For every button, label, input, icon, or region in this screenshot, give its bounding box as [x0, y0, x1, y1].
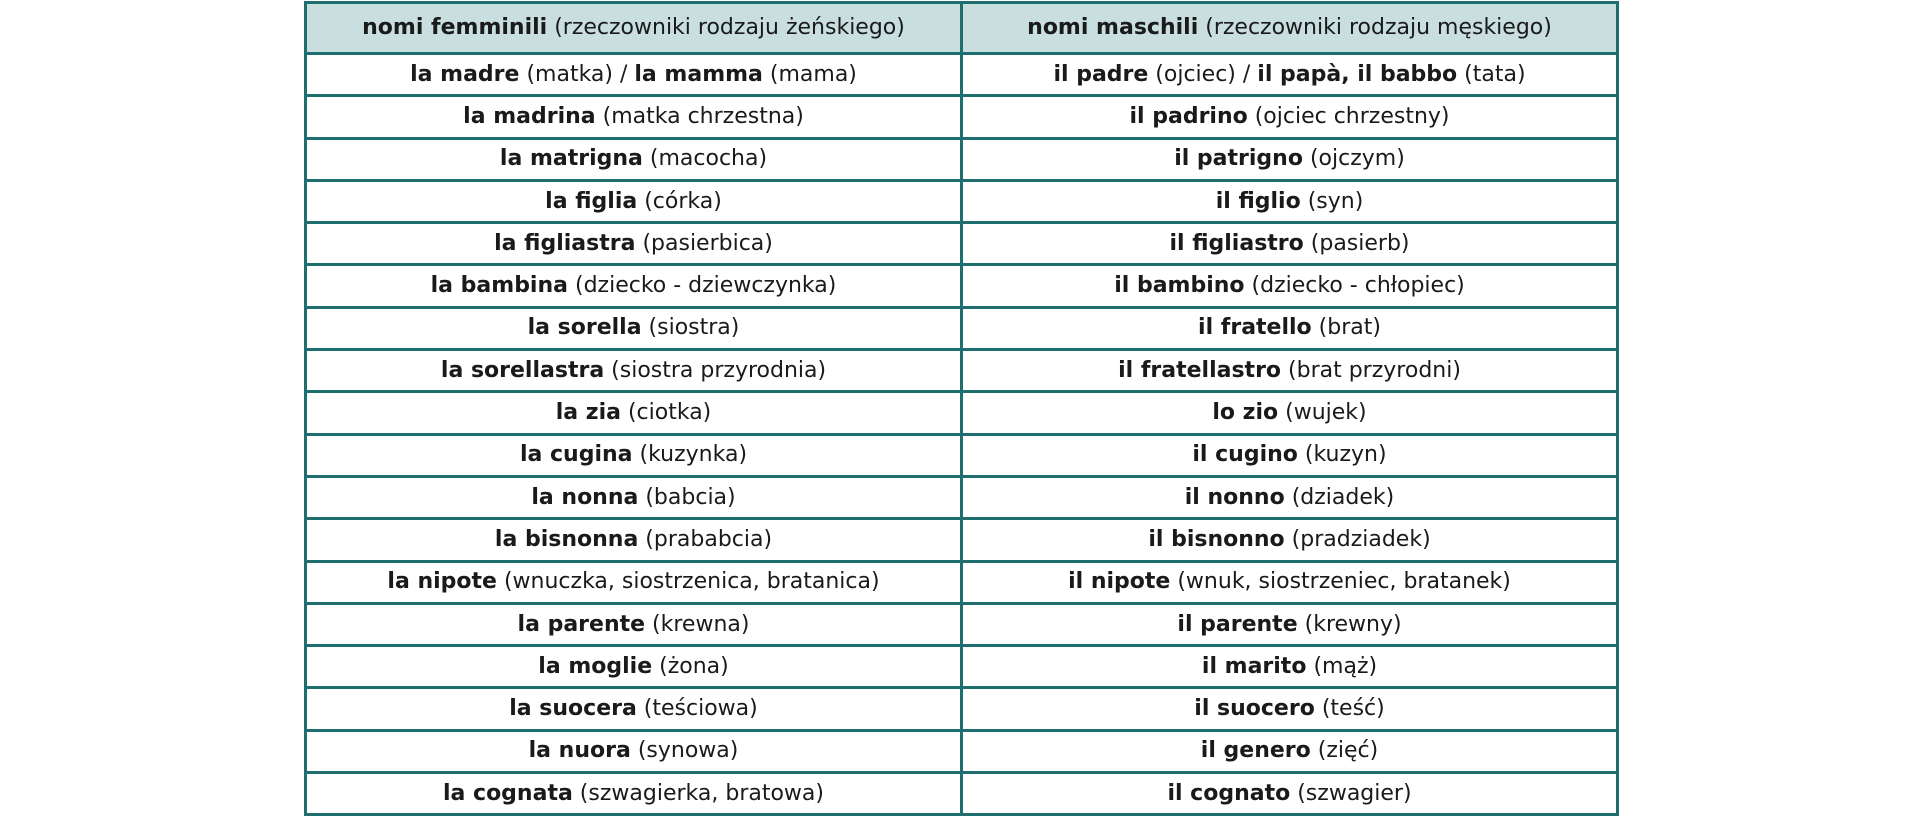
table-body: [306, 54, 1618, 815]
italian-term: la nuora: [528, 738, 631, 764]
italian-term: il cugino: [1192, 442, 1298, 468]
table-row: [306, 265, 1618, 307]
table-row: [306, 54, 1618, 96]
masculine-cell: [962, 561, 1618, 603]
polish-translation: (ojczym): [1302, 146, 1405, 172]
italian-term: la bambina: [430, 273, 568, 299]
table-row: [306, 519, 1618, 561]
feminine-cell: [306, 180, 962, 222]
italian-term: il papà, il babbo: [1257, 61, 1458, 87]
italian-term: la parente: [517, 611, 646, 637]
masculine-cell: [962, 223, 1618, 265]
polish-translation: (córka): [637, 188, 722, 214]
italian-term: il nipote: [1068, 569, 1171, 595]
italian-term: la nonna: [531, 484, 639, 510]
italian-term: il figliastro: [1169, 230, 1304, 256]
polish-translation: (dziecko - dziewczynka): [568, 273, 837, 299]
polish-translation: (babcia): [638, 484, 736, 510]
feminine-cell: [306, 730, 962, 772]
header-feminine-note: (rzeczowniki rodzaju żeńskiego): [547, 15, 905, 40]
masculine-cell: [962, 519, 1618, 561]
masculine-cell: [962, 350, 1618, 392]
polish-translation: (matka) /: [519, 61, 635, 87]
feminine-cell: [306, 688, 962, 730]
masculine-cell: [962, 688, 1618, 730]
polish-translation: (prababcia): [638, 526, 773, 552]
header-masculine: [962, 3, 1618, 54]
polish-translation: (wnuczka, siostrzenica, bratanica): [496, 569, 880, 595]
feminine-cell: [306, 519, 962, 561]
polish-translation: (krewna): [645, 611, 750, 637]
italian-term: il figlio: [1215, 188, 1301, 214]
italian-term: il fratellastro: [1118, 357, 1282, 383]
italian-term: la suocera: [509, 696, 637, 722]
polish-translation: (dziadek): [1284, 484, 1395, 510]
header-row: [306, 3, 1618, 54]
table-row: [306, 180, 1618, 222]
masculine-cell: [962, 265, 1618, 307]
italian-term: la madrina: [463, 103, 596, 129]
italian-term: la cugina: [519, 442, 633, 468]
table-row: [306, 223, 1618, 265]
feminine-cell: [306, 138, 962, 180]
polish-translation: (synowa): [630, 738, 739, 764]
italian-term: il padre: [1053, 61, 1149, 87]
feminine-cell: [306, 96, 962, 138]
italian-term: il nonno: [1184, 484, 1285, 510]
polish-translation: (ojciec) /: [1148, 61, 1258, 87]
polish-translation: (ciotka): [620, 400, 712, 426]
italian-term: il parente: [1177, 611, 1298, 637]
polish-translation: (szwagier): [1290, 780, 1412, 806]
masculine-cell: [962, 54, 1618, 96]
italian-term: il bisnonno: [1148, 526, 1285, 552]
table-row: [306, 603, 1618, 645]
header-feminine-term: nomi femminili: [362, 15, 548, 40]
polish-translation: (wujek): [1278, 400, 1367, 426]
feminine-cell: [306, 603, 962, 645]
italian-term: il patrigno: [1174, 146, 1303, 172]
header-masculine-term: nomi maschili: [1027, 15, 1199, 40]
polish-translation: (pasierbica): [635, 230, 773, 256]
polish-translation: (kuzyn): [1297, 442, 1387, 468]
feminine-cell: [306, 392, 962, 434]
italian-term: il padrino: [1129, 103, 1248, 129]
italian-term: la madre: [410, 61, 520, 87]
polish-translation: (brat): [1311, 315, 1381, 341]
italian-term: il fratello: [1198, 315, 1312, 341]
italian-term: il bambino: [1114, 273, 1245, 299]
polish-translation: (brat przyrodni): [1281, 357, 1461, 383]
masculine-cell: [962, 392, 1618, 434]
table-row: [306, 350, 1618, 392]
table-row: [306, 773, 1618, 815]
table-row: [306, 434, 1618, 476]
italian-term: la nipote: [387, 569, 497, 595]
italian-term: il suocero: [1194, 696, 1315, 722]
italian-term: il genero: [1200, 738, 1311, 764]
polish-translation: (teściowa): [636, 696, 758, 722]
polish-translation: (siostra): [641, 315, 740, 341]
feminine-cell: [306, 476, 962, 518]
masculine-cell: [962, 476, 1618, 518]
polish-translation: (ojciec chrzestny): [1247, 103, 1450, 129]
feminine-cell: [306, 307, 962, 349]
italian-term: la sorellastra: [440, 357, 605, 383]
masculine-cell: [962, 307, 1618, 349]
italian-term: la moglie: [538, 653, 653, 679]
masculine-cell: [962, 180, 1618, 222]
masculine-cell: [962, 434, 1618, 476]
feminine-cell: [306, 773, 962, 815]
masculine-cell: [962, 138, 1618, 180]
polish-translation: (żona): [652, 653, 729, 679]
vocabulary-table: [304, 1, 1619, 816]
italian-term: la figliastra: [494, 230, 636, 256]
polish-translation: (mama): [762, 61, 857, 87]
polish-translation: (dziecko - chłopiec): [1244, 273, 1465, 299]
italian-term: la bisnonna: [494, 526, 639, 552]
feminine-cell: [306, 265, 962, 307]
polish-translation: (pradziadek): [1284, 526, 1431, 552]
polish-translation: (macocha): [642, 146, 768, 172]
italian-term: la mamma: [634, 61, 763, 87]
polish-translation: (syn): [1300, 188, 1364, 214]
italian-term: la zia: [555, 400, 621, 426]
table-row: [306, 476, 1618, 518]
masculine-cell: [962, 646, 1618, 688]
header-feminine: [306, 3, 962, 54]
polish-translation: (teść): [1314, 696, 1385, 722]
table-row: [306, 392, 1618, 434]
table-row: [306, 688, 1618, 730]
table-header: [306, 3, 1618, 54]
polish-translation: (wnuk, siostrzeniec, bratanek): [1170, 569, 1511, 595]
polish-translation: (matka chrzestna): [595, 103, 804, 129]
feminine-cell: [306, 54, 962, 96]
feminine-cell: [306, 434, 962, 476]
polish-translation: (pasierb): [1303, 230, 1410, 256]
polish-translation: (krewny): [1297, 611, 1402, 637]
italian-term: il marito: [1201, 653, 1307, 679]
italian-term: lo zio: [1212, 400, 1279, 426]
header-masculine-note: (rzeczowniki rodzaju męskiego): [1198, 15, 1552, 40]
feminine-cell: [306, 561, 962, 603]
polish-translation: (mąż): [1306, 653, 1378, 679]
feminine-cell: [306, 350, 962, 392]
table-row: [306, 138, 1618, 180]
polish-translation: (szwagierka, bratowa): [572, 780, 824, 806]
table-row: [306, 730, 1618, 772]
italian-term: la sorella: [527, 315, 642, 341]
italian-term: la matrigna: [499, 146, 643, 172]
masculine-cell: [962, 96, 1618, 138]
polish-translation: (kuzynka): [632, 442, 748, 468]
table-row: [306, 646, 1618, 688]
table-row: [306, 307, 1618, 349]
italian-term: la cognata: [442, 780, 573, 806]
masculine-cell: [962, 773, 1618, 815]
polish-translation: (tata): [1457, 61, 1526, 87]
polish-translation: (zięć): [1310, 738, 1379, 764]
masculine-cell: [962, 730, 1618, 772]
italian-term: il cognato: [1167, 780, 1291, 806]
table-row: [306, 96, 1618, 138]
table-row: [306, 561, 1618, 603]
feminine-cell: [306, 646, 962, 688]
masculine-cell: [962, 603, 1618, 645]
feminine-cell: [306, 223, 962, 265]
italian-term: la figlia: [545, 188, 638, 214]
polish-translation: (siostra przyrodnia): [604, 357, 827, 383]
